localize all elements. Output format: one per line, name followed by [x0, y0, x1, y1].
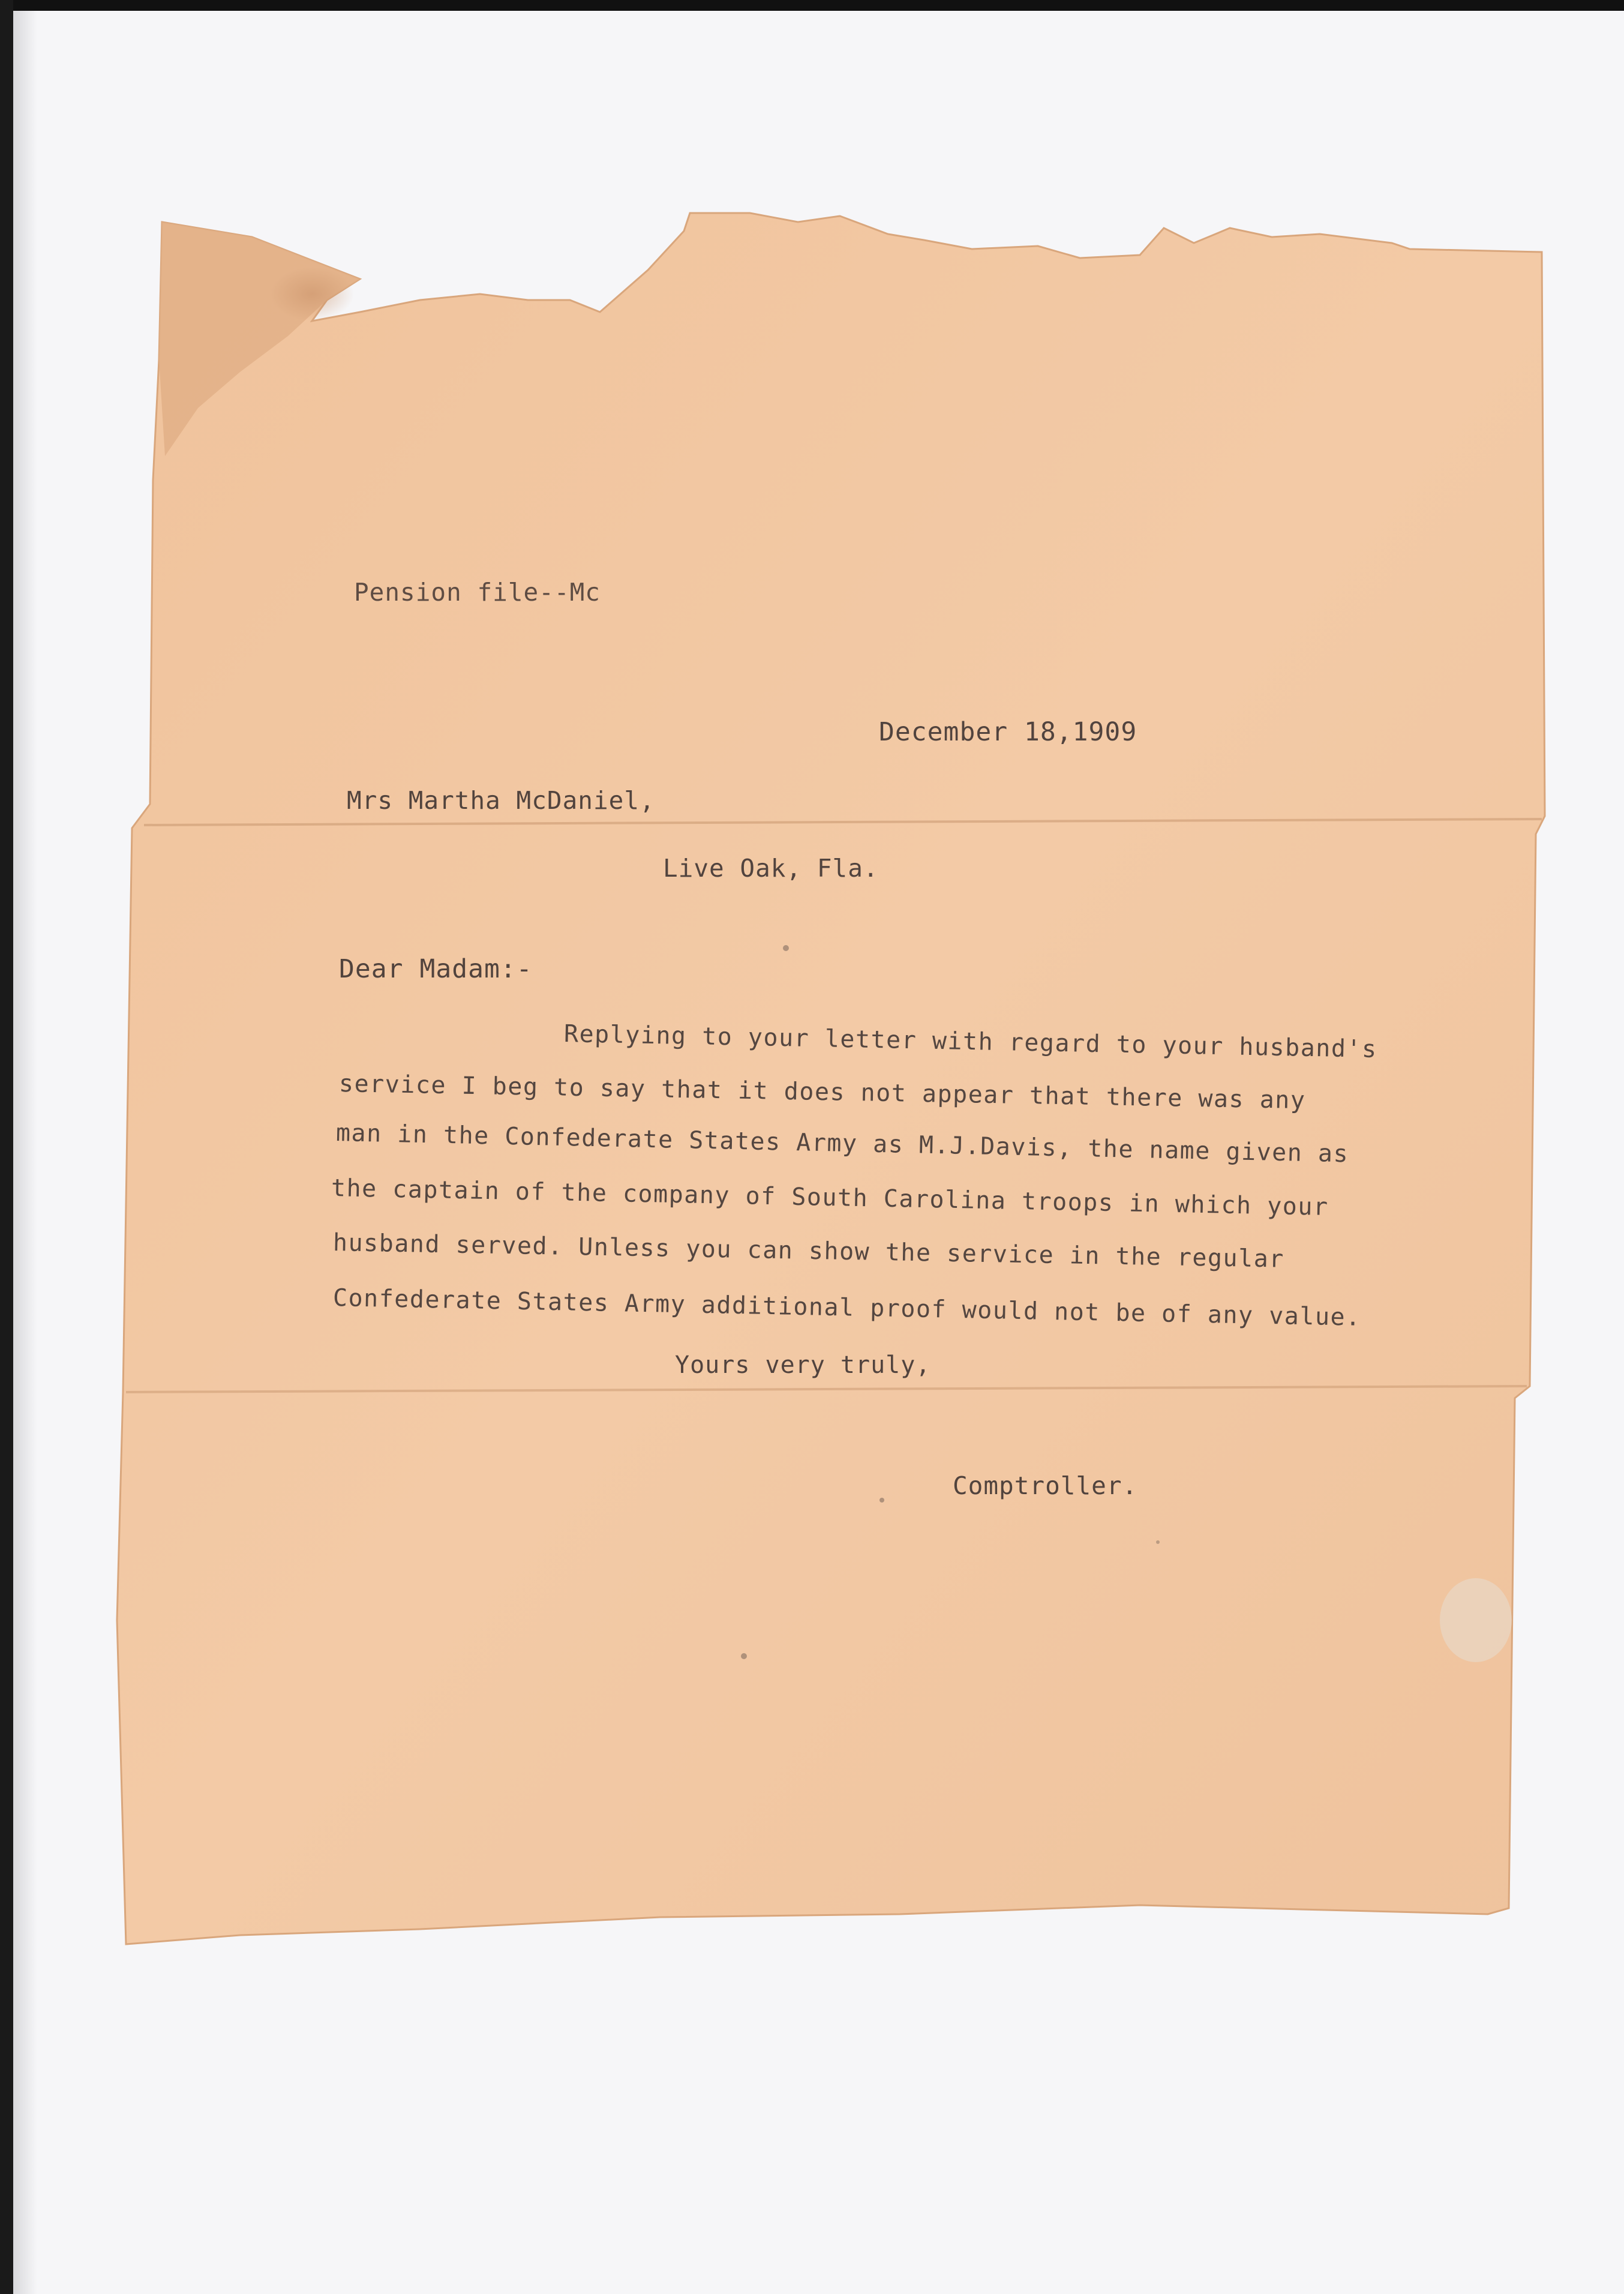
recipient-place: Live Oak, Fla. [663, 854, 879, 883]
body-line: man in the Confederate States Army as M.J.Davis, the name given as [335, 1119, 1349, 1168]
body-line: Replying to your letter with regard to your husband's [563, 1020, 1378, 1064]
corner-stain [270, 267, 354, 321]
body-line: service I beg to say that it does not appear that there was any [338, 1070, 1306, 1115]
signature-title: Comptroller. [953, 1471, 1138, 1500]
body-line: Confederate States Army additional proof would not be of any value. [332, 1284, 1362, 1332]
letter-date: December 18,1909 [879, 717, 1137, 747]
edge-smudge [1440, 1578, 1512, 1662]
file-note: Pension file--Mc [354, 578, 601, 607]
body-line: husband served. Unless you can show the service in the regular [332, 1229, 1285, 1273]
salutation: Dear Madam:- [339, 954, 533, 984]
recipient-name: Mrs Martha McDaniel, [347, 786, 655, 815]
body-line: the captain of the company of South Carolina troops in which your [331, 1174, 1329, 1221]
closing: Yours very truly, [675, 1351, 931, 1379]
